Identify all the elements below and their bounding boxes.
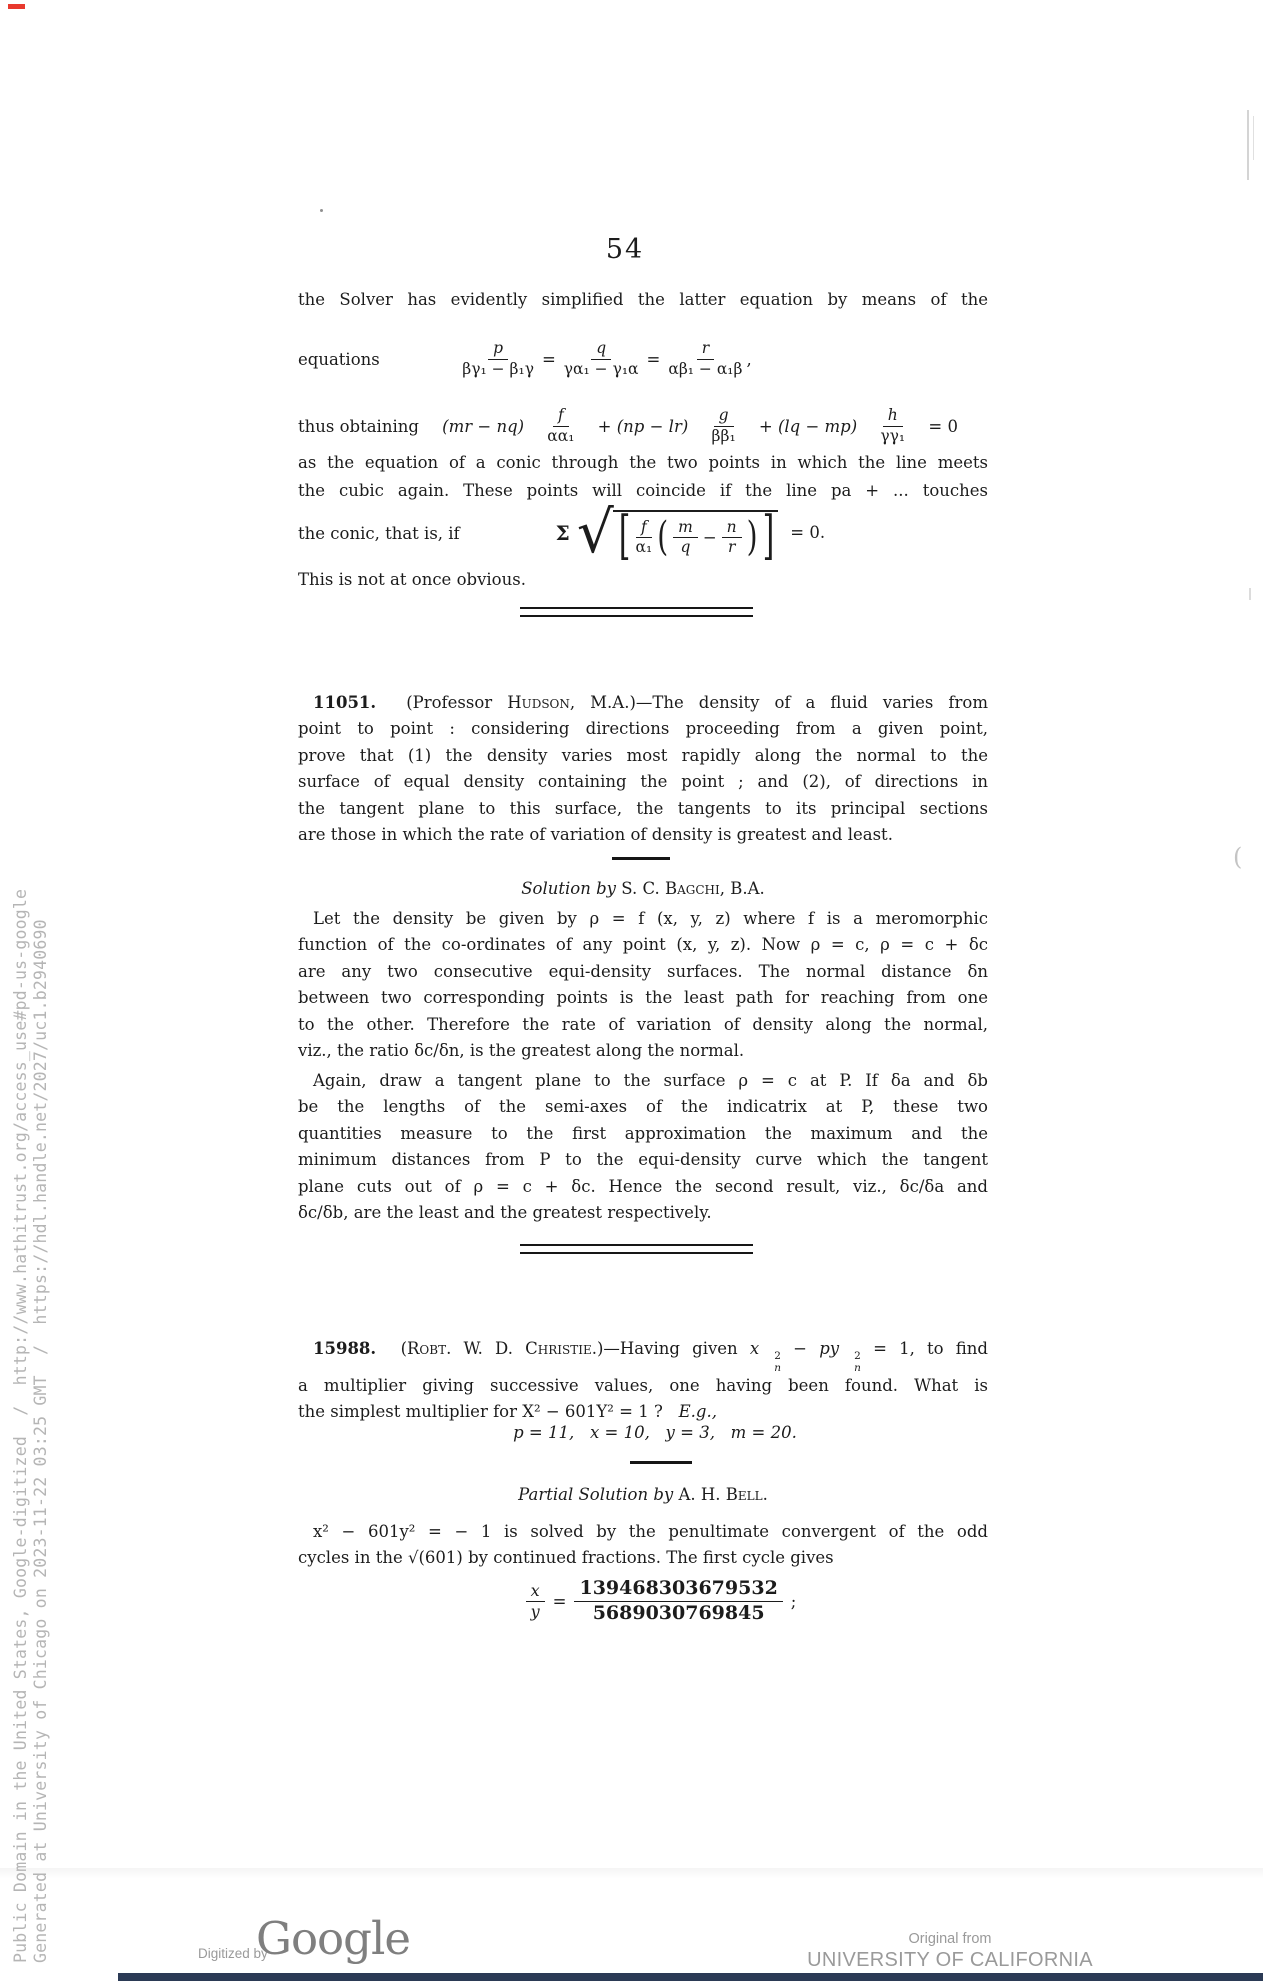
sigma-symbol: Σ: [555, 520, 570, 545]
fraction: [636, 519, 653, 557]
solution-line: be the lengths of the semi-axes of the indicatrix at P, these two: [298, 1097, 988, 1117]
equals-sign: =: [541, 349, 556, 369]
sidebar-provenance-line-1: Generated at University of Chicago on 2023-11-22 03:25 GMT / https://hdl.handle.net/2027/uc1.b2940690: [31, 919, 50, 1963]
solution-line: x² − 601y² = − 1 is solved by the penultimate convergent of the odd: [313, 1522, 988, 1541]
fraction-denominator: γα₁ − γ₁α: [563, 359, 639, 378]
fraction: [547, 407, 574, 445]
fraction: [673, 519, 698, 557]
problem-line: prove that (1) the density varies most rapidly along the normal to the: [298, 745, 988, 765]
conic-label: the conic, that is, if: [298, 523, 460, 543]
author-open: (: [400, 1339, 407, 1358]
fraction-numerator: m: [673, 519, 698, 538]
equals-zero: = 0.: [790, 523, 826, 543]
fraction: [722, 519, 742, 557]
fraction-denominator: αα₁: [547, 426, 575, 445]
radical-icon: √: [576, 498, 614, 567]
subscript: n: [774, 1361, 781, 1374]
author-name: Hudson: [507, 693, 570, 712]
sup-sub-stack: [759, 1351, 781, 1373]
problem-line: a multiplier giving successive values, one having been found. What is: [298, 1376, 988, 1395]
problem-15988: [298, 1336, 988, 1426]
fraction-numerator: 139468303679532: [574, 1578, 782, 1601]
fraction: [668, 340, 742, 378]
superscript: 2: [854, 1350, 861, 1362]
section-divider: [520, 607, 753, 617]
equation-row-1: [298, 328, 988, 390]
equation-row-3: [298, 500, 988, 566]
solution-line: viz., the ratio δc/δn, is the greatest along the normal.: [298, 1041, 745, 1061]
fraction-numerator: q: [591, 340, 611, 359]
scan-right-hairline-2: [1253, 116, 1254, 160]
partial-solution-text: [298, 1519, 988, 1572]
math-term: + (np − lr): [597, 416, 689, 436]
google-logo: Google: [256, 1912, 410, 1965]
solution-line: function of the co-ordinates of any point (x, y, z). Now ρ = c, ρ = c + δc: [298, 935, 988, 955]
problem-number: 11051.: [313, 693, 377, 712]
fraction: [574, 1578, 782, 1624]
sqrt-expression: [555, 498, 826, 568]
equals-sign: =: [646, 349, 661, 369]
scan-right-small-mark: [1249, 588, 1251, 600]
short-rule: [630, 1461, 692, 1464]
scan-red-edge-mark: [8, 4, 25, 9]
fraction-denominator: αβ₁ − α₁β: [668, 359, 743, 378]
semicolon: ;: [790, 1591, 797, 1611]
sidebar-provenance-line-2: Public Domain in the United States, Google-digitized / http://www.hathitrust.org/access_use#pd-us-google: [11, 888, 30, 1963]
fraction-numerator: g: [714, 407, 734, 426]
minus-sign: −: [702, 527, 717, 547]
solution-by-label: Solution by: [521, 879, 616, 898]
original-from-label: Original from: [908, 1931, 992, 1947]
intro-line-1: the Solver has evidently simplified the latter equation by means of the: [298, 290, 988, 309]
left-paren: (: [657, 512, 669, 561]
solution-paragraph-2: [298, 1068, 988, 1226]
solution-line: between two corresponding points is the least path for reaching from one: [298, 988, 988, 1008]
equation-row-2: [298, 394, 958, 458]
problem-11051: [298, 690, 988, 848]
fraction-denominator: α₁: [635, 537, 653, 556]
solution-line: cycles in the √(601) by continued fractions. The first cycle gives: [298, 1548, 834, 1568]
fraction-numerator: f: [553, 407, 569, 426]
scan-speck: [320, 209, 323, 212]
digitized-by-label: Digitized by: [198, 1946, 268, 1961]
problem-line: [298, 690, 988, 716]
equals-sign: =: [552, 1591, 567, 1611]
equals-zero: = 0: [928, 416, 958, 436]
scan-bottom-bar: [118, 1973, 1263, 1981]
fraction: [880, 407, 905, 445]
solution-line: Let the density be given by ρ = f (x, y, z) where f is a meromorphic: [313, 909, 988, 928]
math-term: − py: [793, 1339, 840, 1358]
solution-line: quantities measure to the first approximation the maximum and the: [298, 1123, 988, 1143]
fraction-denominator: 5689030769845: [592, 1601, 765, 1624]
fraction-denominator: q: [680, 537, 691, 556]
fraction-numerator: r: [697, 340, 714, 359]
fraction-numerator: x: [526, 1582, 545, 1602]
fraction: [712, 407, 736, 445]
author-prefix: (Professor: [406, 693, 493, 712]
fraction: [462, 340, 534, 378]
solver-name: A. H. Bell.: [678, 1485, 768, 1504]
thus-obtaining-label: thus obtaining: [298, 416, 419, 436]
subscript: n: [854, 1361, 861, 1374]
fraction-denominator: r: [727, 537, 736, 556]
math-var: x: [749, 1339, 760, 1358]
author-name: Robt. W. D. Christie: [407, 1339, 592, 1358]
partial-solution-heading: [298, 1482, 988, 1508]
radicand: [613, 505, 779, 568]
problem-line: point to point : considering directions proceeding from a given point,: [298, 719, 988, 739]
fraction-denominator: y: [530, 1601, 540, 1621]
example-values: p = 11, x = 10, y = 3, m = 20.: [513, 1423, 797, 1442]
fraction-numerator: h: [883, 407, 903, 426]
fraction-denominator: ββ₁: [711, 426, 736, 445]
math-term: (mr − nq): [442, 416, 525, 436]
left-bracket: [: [618, 505, 631, 568]
fraction: [564, 340, 639, 378]
page-number: 54: [605, 234, 645, 265]
right-paren: ): [746, 512, 758, 561]
scan-bottom-shadow-band: [0, 1868, 1263, 1879]
math-term: + (lq − mp): [758, 416, 858, 436]
math-tail: = 1, to find: [873, 1339, 988, 1358]
solution-heading: [298, 876, 988, 902]
institution-label: UNIVERSITY OF CALIFORNIA: [807, 1949, 1093, 1971]
solution-paragraph-1: [298, 906, 988, 1064]
result-fraction-row: [298, 1575, 988, 1627]
intro-line-4: This is not at once obvious.: [298, 570, 526, 589]
fraction-denominator: βγ₁ − β₁γ: [462, 359, 534, 378]
short-rule: [612, 857, 670, 860]
sup-sub-stack: [839, 1351, 861, 1373]
comma: ,: [746, 349, 752, 369]
problem-text: the simplest multiplier for X² − 601Y² = 1 ?: [298, 1402, 663, 1422]
solution-line: δc/δb, are the least and the greatest respectively.: [298, 1203, 712, 1223]
section-divider: [520, 1244, 753, 1254]
intro-line-3: the cubic again. These points will coincide if the line pa + ... touches: [298, 481, 988, 500]
scan-right-paren-mark: (: [1233, 843, 1243, 871]
right-bracket: ]: [762, 505, 775, 568]
solution-line: plane cuts out of ρ = c + δc. Hence the second result, viz., δc/δa and: [298, 1176, 988, 1196]
author-suffix: , M.A.)—The density of a fluid varies from: [569, 693, 988, 712]
partial-solution-by-label: Partial Solution by: [518, 1485, 674, 1504]
problem-line: surface of equal density containing the point ; and (2), of directions in: [298, 772, 988, 792]
fraction-denominator: γγ₁: [880, 426, 906, 445]
intro-line-2: as the equation of a conic through the two points in which the line meets: [298, 453, 988, 472]
author-close: .)—Having given: [591, 1339, 738, 1358]
solution-line: are any two consecutive equi-density surfaces. The normal distance δn: [298, 961, 988, 981]
fraction: [526, 1582, 545, 1621]
problem-line: the tangent plane to this surface, the tangents to its principal sections: [298, 798, 988, 818]
solution-line: Again, draw a tangent plane to the surface ρ = c at P. If δa and δb: [313, 1071, 988, 1090]
fraction-numerator: p: [488, 340, 508, 359]
solver-name: S. C. Bagchi, B.A.: [621, 879, 765, 898]
superscript: 2: [774, 1350, 781, 1362]
equations-label: equations: [298, 349, 380, 369]
problem-line: [298, 1336, 988, 1373]
scan-right-hairline-1: [1247, 110, 1249, 180]
eg-label: E.g.,: [678, 1402, 717, 1422]
solution-line: to the other. Therefore the rate of variation of density along the normal,: [298, 1014, 988, 1034]
fraction-numerator: n: [722, 519, 742, 538]
fraction-numerator: f: [636, 519, 652, 538]
solution-line: minimum distances from P to the equi-density curve which the tangent: [298, 1150, 988, 1170]
problem-line: are those in which the rate of variation of density is greatest and least.: [298, 825, 893, 845]
problem-number: 15988.: [313, 1339, 377, 1358]
